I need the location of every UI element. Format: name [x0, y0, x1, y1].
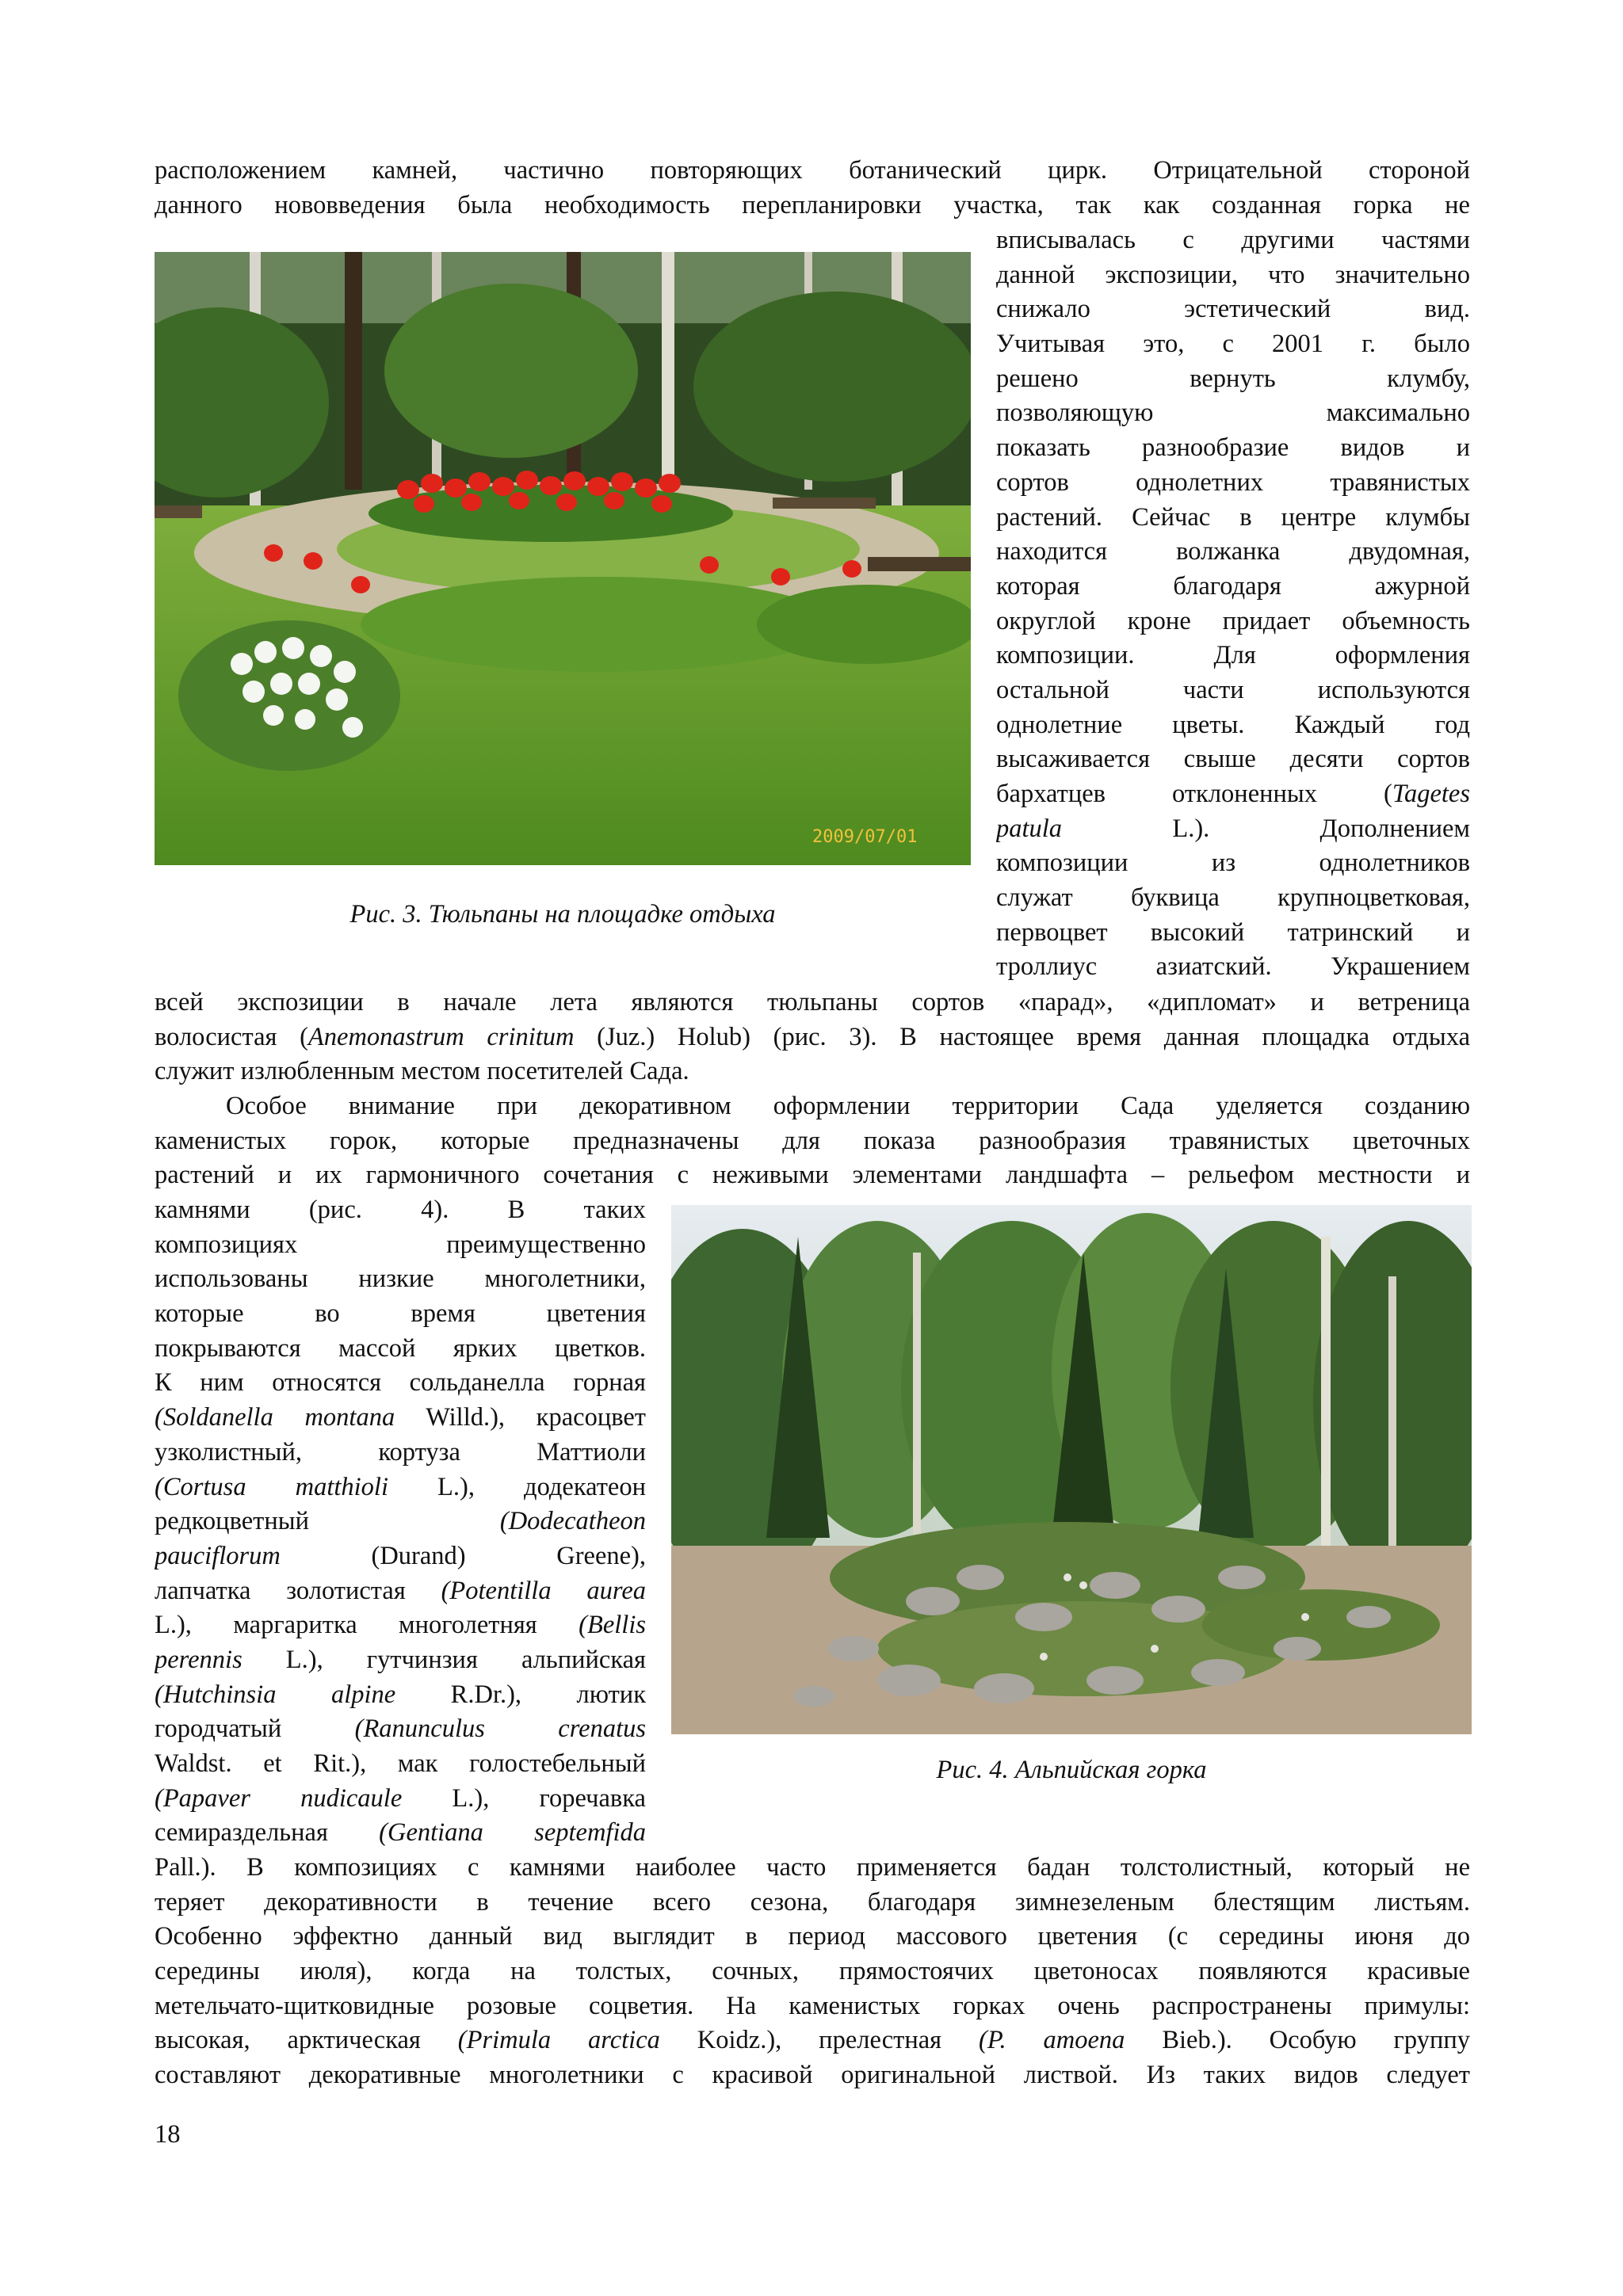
text-line: однолетние цветы. Каждый год — [996, 710, 1470, 739]
text-line — [155, 1608, 646, 1643]
text-line: округлой кроне придает объемность — [996, 606, 1470, 635]
text-run: (Durand) Greene), — [280, 1541, 646, 1570]
text-line: позволяющую максимально — [996, 399, 1470, 428]
text-run: семираздельная — [155, 1818, 380, 1848]
paragraph-bottom — [155, 1851, 1470, 2093]
text-line: составляют декоративные многолетники с красивой оригинальной листвой. Из таких видов следует — [155, 2061, 1470, 2090]
text-run: L.). Дополнением — [1062, 814, 1470, 843]
text-run: волосистая ( — [155, 1022, 308, 1051]
text-line — [155, 1401, 646, 1436]
species-name: (Gentiana septemfida — [379, 1818, 646, 1848]
text-line: всей экспозиции в начале лета являются тюльпаны сортов «парад», «дипломат» и ветреница — [155, 988, 1470, 1016]
text-line: Особенно эффектно данный вид выглядит в период массового цветения (с середины июня до — [155, 1922, 1470, 1951]
species-name: pauciflorum — [155, 1541, 281, 1570]
species-name: perennis — [155, 1645, 242, 1674]
text-run: редкоцветный — [155, 1507, 500, 1536]
text-run: городчатый — [155, 1714, 355, 1744]
text-line: Waldst. et Rit.), мак голостебельный — [155, 1749, 646, 1778]
text-line: высаживается свыше десяти сортов — [996, 745, 1470, 774]
species-name: (Dodecatheon — [499, 1507, 646, 1536]
text-run: бархатцев отклоненных ( — [996, 780, 1392, 808]
text-line: середины июля), когда на толстых, сочных, прямостоячих цветоносах появляются красивые — [155, 1957, 1470, 1986]
text-line: снижало эстетический вид. — [996, 295, 1470, 324]
text-line: сортов однолетних травянистых — [996, 467, 1470, 497]
text-line — [155, 1470, 646, 1505]
paragraph-left-column — [155, 1193, 646, 1851]
text-line: каменистых горок, которые предназначены для показа разнообразия травянистых цветочных — [155, 1126, 1470, 1155]
text-line — [155, 1782, 646, 1817]
species-name: (Cortusa matthioli — [155, 1472, 388, 1501]
text-line: растений. Сейчас в центре клумбы — [996, 502, 1470, 532]
paragraph-right-column — [996, 223, 1470, 985]
text-line: остальной части используются — [996, 675, 1470, 704]
species-name: (Primula arctica — [457, 2026, 660, 2055]
paragraph-rock-gardens — [155, 1089, 1470, 1193]
text-line: использованы низкие многолетники, — [155, 1264, 646, 1294]
species-name: (Papaver nudicaule — [155, 1783, 403, 1813]
text-line: которые во время цветения — [155, 1299, 646, 1329]
text-line: теряет декоративности в течение всего сезона, благодаря зимнезеленым блестящим листьям. — [155, 1887, 1470, 1917]
text-line: покрываются массой ярких цветков. — [155, 1333, 646, 1363]
text-line: данного нововведения была необходимость перепланировки участка, так как созданная горка не — [155, 190, 1470, 219]
text-run: L.), маргаритка многолетняя — [155, 1611, 579, 1640]
text-run: высокая, арктическая — [155, 2026, 458, 2055]
text-line — [155, 1574, 646, 1609]
text-line: троллиус азиатский. Украшением — [996, 952, 1470, 982]
alpine-rock-garden-image — [671, 1205, 1472, 1734]
text-line — [155, 1678, 646, 1713]
text-line: композиции из однолетников — [996, 849, 1470, 878]
species-name: (Hutchinsia alpine — [155, 1680, 396, 1709]
species-name: Tagetes — [1392, 780, 1470, 808]
text-line: расположением камней, частично повторяющих ботанический цирк. Отрицательной стороной — [155, 156, 1470, 185]
text-line: служит излюбленным местом посетителей Сада. — [155, 1057, 689, 1086]
species-name: (P. amoena — [979, 2026, 1125, 2055]
species-name: (Soldanella montana — [155, 1403, 395, 1432]
figure-3-tulips-photo — [155, 252, 971, 865]
figure-4-caption: Рис. 4. Альпийская горка — [936, 1756, 1207, 1784]
text-line: К ним относятся сольданелла горная — [155, 1368, 646, 1398]
text-line: композиции. Для оформления — [996, 641, 1470, 670]
photo-date-stamp: 2009/07/01 — [812, 827, 918, 847]
species-name: Anemonastrum crinitum — [307, 1022, 575, 1051]
text-line: первоцвет высокий татринский и — [996, 917, 1470, 947]
text-line: Особое внимание при декоративном оформлении территории Сада уделяется созданию — [226, 1092, 1470, 1120]
text-line — [155, 1816, 646, 1851]
text-line — [155, 1539, 646, 1574]
text-line — [996, 812, 1470, 847]
text-line — [155, 1643, 646, 1678]
paragraph-top — [155, 154, 1470, 223]
tulips-garden-image — [155, 252, 971, 865]
text-line — [155, 1020, 1470, 1055]
species-name: (Ranunculus crenatus — [354, 1714, 646, 1744]
text-run: Willd.), красоцвет — [395, 1403, 646, 1432]
text-line: данной экспозиции, что значительно — [996, 260, 1470, 289]
species-name: (Potentilla aurea — [441, 1576, 646, 1605]
figure-3-caption: Рис. 3. Тюльпаны на площадке отдыха — [349, 900, 776, 929]
page-number: 18 — [155, 2120, 181, 2149]
text-line: вписывалась с другими частями — [996, 226, 1470, 254]
text-line: камнями (рис. 4). В таких — [155, 1196, 646, 1224]
text-run: L.), горечавка — [402, 1783, 646, 1813]
text-line: узколистный, кортуза Маттиоли — [155, 1437, 646, 1466]
text-line — [155, 1712, 646, 1747]
text-run: L.), додекатеон — [388, 1472, 646, 1501]
text-line: метельчато-щитковидные розовые соцветия. На каменистых горках очень распространены примулы: — [155, 1991, 1470, 2020]
text-line: растений и их гармоничного сочетания с неживыми элементами ландшафта – рельефом местности и — [155, 1161, 1470, 1190]
text-line — [996, 777, 1470, 812]
text-line: композициях преимущественно — [155, 1230, 646, 1259]
text-run: (Juz.) Holub) (рис. 3). В настоящее время данная площадка отдыха — [574, 1022, 1470, 1051]
text-line — [155, 1505, 646, 1539]
text-line: Учитывая это, с 2001 г. было — [996, 330, 1470, 359]
text-run: лапчатка золотистая — [155, 1576, 441, 1605]
species-name: (Bellis — [579, 1611, 646, 1640]
text-line: Pall.). В композициях с камнями наиболее часто применяется бадан толстолистный, который не — [155, 1853, 1470, 1882]
text-line — [155, 2023, 1470, 2058]
species-name: patula — [996, 814, 1063, 843]
text-line: которая благодаря ажурной — [996, 571, 1470, 601]
text-run: L.), гутчинзия альпийская — [242, 1645, 646, 1674]
text-line: находится волжанка двудомная, — [996, 537, 1470, 566]
figure-4-alpine-hill-photo — [671, 1205, 1472, 1734]
text-line: служат буквица крупноцветковая, — [996, 883, 1470, 913]
text-run: Koidz.), прелестная — [659, 2026, 979, 2055]
paragraph-mid — [155, 986, 1470, 1089]
text-line: решено вернуть клумбу, — [996, 364, 1470, 393]
text-run: R.Dr.), лютик — [395, 1680, 646, 1709]
text-run: Bieb.). Особую группу — [1125, 2026, 1470, 2055]
text-line: показать разнообразие видов и — [996, 433, 1470, 463]
